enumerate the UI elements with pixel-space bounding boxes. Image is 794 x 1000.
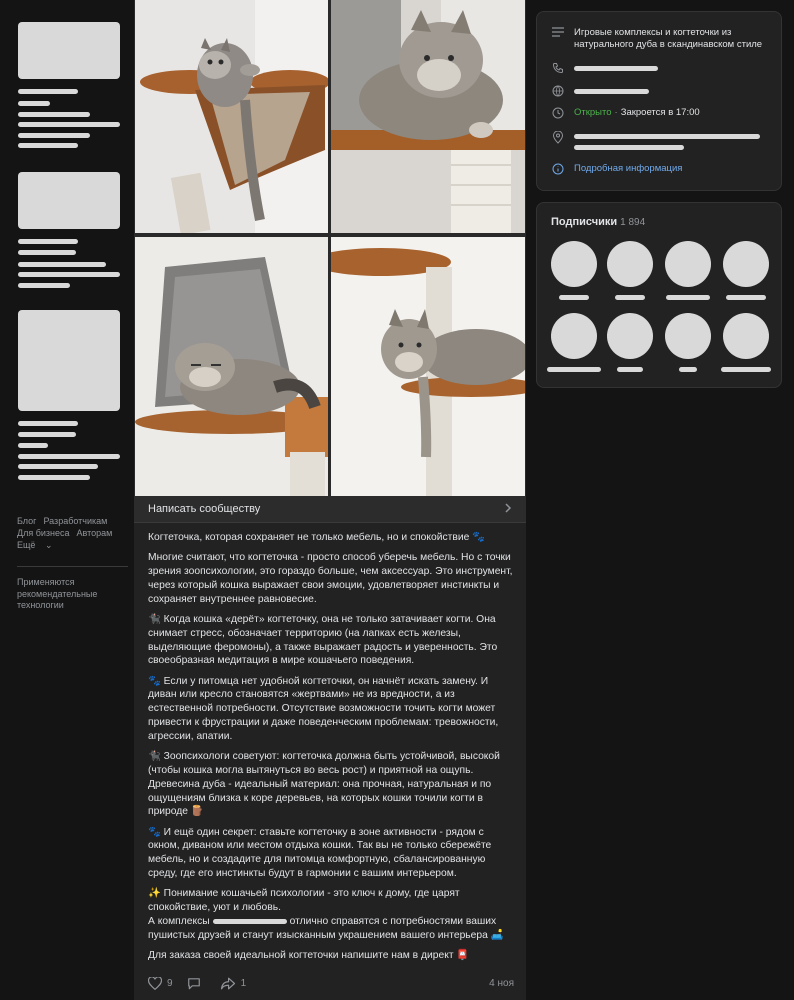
text-placeholder [18, 262, 106, 267]
subscriber-name-placeholder [721, 367, 771, 372]
share-count: 1 [240, 977, 247, 989]
subscribers-count: 1 894 [620, 217, 646, 228]
avatar[interactable] [723, 241, 769, 287]
comment-button[interactable] [187, 977, 206, 990]
avatar[interactable] [551, 241, 597, 287]
text-placeholder [18, 443, 48, 448]
subscribers-title[interactable]: Подписчики 1 894 [551, 216, 646, 228]
info-icon [552, 163, 566, 179]
phone-row[interactable] [552, 62, 658, 78]
text-placeholder [18, 464, 98, 469]
subscriber-name-placeholder [559, 295, 589, 300]
details-link-label: Подробная информация [574, 163, 683, 174]
avatar[interactable] [665, 241, 711, 287]
footer-link-more[interactable]: Ещё ⌄ [17, 540, 53, 550]
address-placeholder [574, 131, 760, 150]
hours-row[interactable] [552, 107, 700, 123]
comment-icon [187, 977, 201, 990]
avatar[interactable] [723, 313, 769, 359]
divider [17, 566, 128, 567]
text-placeholder [18, 239, 78, 244]
group-thumbnail-placeholder[interactable] [18, 22, 120, 79]
left-sidebar [0, 0, 134, 1000]
text-placeholder [18, 250, 76, 255]
share-button[interactable] [220, 977, 247, 990]
status-closes: Закроется в 17:00 [620, 107, 700, 118]
text-placeholder [18, 475, 90, 480]
text-placeholder [18, 283, 70, 288]
post-text [148, 531, 514, 969]
write-to-community-label: Написать сообществу [148, 503, 261, 515]
status-separator: · [614, 107, 618, 118]
subscriber-name-placeholder [666, 295, 710, 300]
chevron-right-icon [504, 503, 512, 516]
post-paragraph: Для заказа своей идеальной когтеточки напишите нам в директ 📮 [148, 950, 470, 962]
footer-link-business[interactable]: Для бизнеса [17, 528, 70, 538]
footer-link-developers[interactable]: Разработчикам [43, 516, 108, 526]
footer-links [17, 515, 129, 551]
text-placeholder [18, 89, 78, 94]
post-paragraph: ✨ Понимание кошачьей психологии - это ключ к дому, где царят спокойствие, уют и любовь. А комплексы отлично справятся с потребностями ваших пушистых друзей и станут изысканным украшением вашего интерьера 🛋️ [148, 888, 504, 941]
details-link[interactable] [552, 163, 682, 179]
post-actions [148, 973, 514, 993]
post-date[interactable]: 4 ноя [489, 977, 514, 989]
post-photo-2[interactable] [331, 0, 525, 233]
text-placeholder [18, 454, 120, 459]
like-button[interactable] [148, 977, 173, 990]
clock-icon [552, 107, 566, 123]
post-paragraph: 🐾 И ещё один секрет: ставьте когтеточку в зоне активности - рядом с окном, диваном или местом отдыха кошки. Так вы не только сбережёте мебель, но и создадите для питомца комфортную, сбалансированную среду, где его инстинкты будут в гармонии с вашим интерьером. [148, 826, 492, 880]
location-pin-icon [552, 131, 566, 148]
post-photo-3[interactable] [135, 237, 328, 496]
text-placeholder [18, 432, 76, 437]
heart-icon [148, 977, 162, 990]
like-count: 9 [167, 977, 173, 989]
website-placeholder [574, 89, 649, 94]
text-placeholder [18, 112, 90, 117]
community-info-card [536, 11, 782, 191]
group-thumbnail-placeholder[interactable] [18, 172, 120, 229]
subscriber-name-placeholder [547, 367, 601, 372]
redacted-name-placeholder [213, 919, 287, 924]
group-thumbnail-placeholder[interactable] [18, 310, 120, 411]
description-row [552, 27, 774, 51]
subscribers-card [536, 202, 782, 388]
website-row[interactable] [552, 85, 649, 101]
phone-placeholder [574, 66, 658, 71]
community-description: Игровые комплексы и когтеточки из натурального дуба в скандинавском стиле [574, 27, 763, 50]
post-column [134, 0, 526, 1000]
post-paragraph: 🐈‍⬛ Когда кошка «дерёт» когтеточку, она не только затачивает когти. Она снимает стресс, обозначает территорию (на лапках есть железы, выделяющие феромоны), а также выражает радость и уверенность. Это своеобразная медитация в мире кошачьего поведения. [148, 613, 498, 667]
text-placeholder [18, 272, 120, 277]
subscriber-name-placeholder [617, 367, 643, 372]
phone-icon [552, 62, 566, 78]
globe-icon [552, 85, 566, 101]
post-paragraph: 🐈‍⬛ Зоопсихологи советуют: когтеточка должна быть устойчивой, высокой (чтобы кошка могла вытянуться во весь рост) и приятной на ощупь. Древесина дуба - идеальный материал: она прочная, натуральная и по ощущениям близка к коре деревьев, на которых кошки точили когти в природе 🪵 [148, 751, 500, 818]
text-placeholder [18, 421, 78, 426]
share-icon [220, 977, 236, 990]
subscriber-name-placeholder [615, 295, 645, 300]
post-photo-1[interactable] [135, 0, 328, 233]
write-to-community-button[interactable] [134, 496, 526, 523]
post-paragraph: 🐾 Если у питомца нет удобной когтеточки, он начнёт искать замену. И диван или кресло становятся «жертвами» не из вредности, а из естественной потребности. Отсутствие возможности точить когти может привести к фрустрации и даже поведенческим проблемам: тревожности, агрессии, апатии. [148, 675, 499, 742]
text-placeholder [18, 133, 90, 138]
status-open: Открыто [574, 107, 612, 118]
post-paragraph: Когтеточка, которая сохраняет не только мебель, но и спокойствие 🐾 [148, 532, 485, 543]
photo-grid [134, 0, 526, 496]
avatar[interactable] [607, 241, 653, 287]
post-paragraph: Многие считают, что когтеточка - просто способ уберечь мебель. Но с точки зрения зоопсихологии, это гораздо больше, чем аксессуар. Это инструмент, через который кошка выражает свои эмоции, удовлетворяет инстинкты и сохраняет внутреннее равновесие. [148, 552, 513, 605]
avatar[interactable] [607, 313, 653, 359]
subscriber-name-placeholder [679, 367, 697, 372]
subscriber-name-placeholder [726, 295, 766, 300]
footer-link-authors[interactable]: Авторам [76, 528, 113, 538]
recommendation-note: Применяются рекомендательные технологии [17, 577, 98, 610]
avatar[interactable] [665, 313, 711, 359]
address-row[interactable] [552, 131, 760, 150]
post-photo-4[interactable] [331, 237, 525, 496]
text-placeholder [18, 143, 78, 148]
text-placeholder [18, 122, 120, 127]
chevron-down-icon: ⌄ [44, 540, 53, 550]
avatar[interactable] [551, 313, 597, 359]
text-placeholder [18, 101, 50, 106]
footer-link-blog[interactable]: Блог [17, 516, 37, 526]
menu-lines-icon [552, 27, 566, 41]
